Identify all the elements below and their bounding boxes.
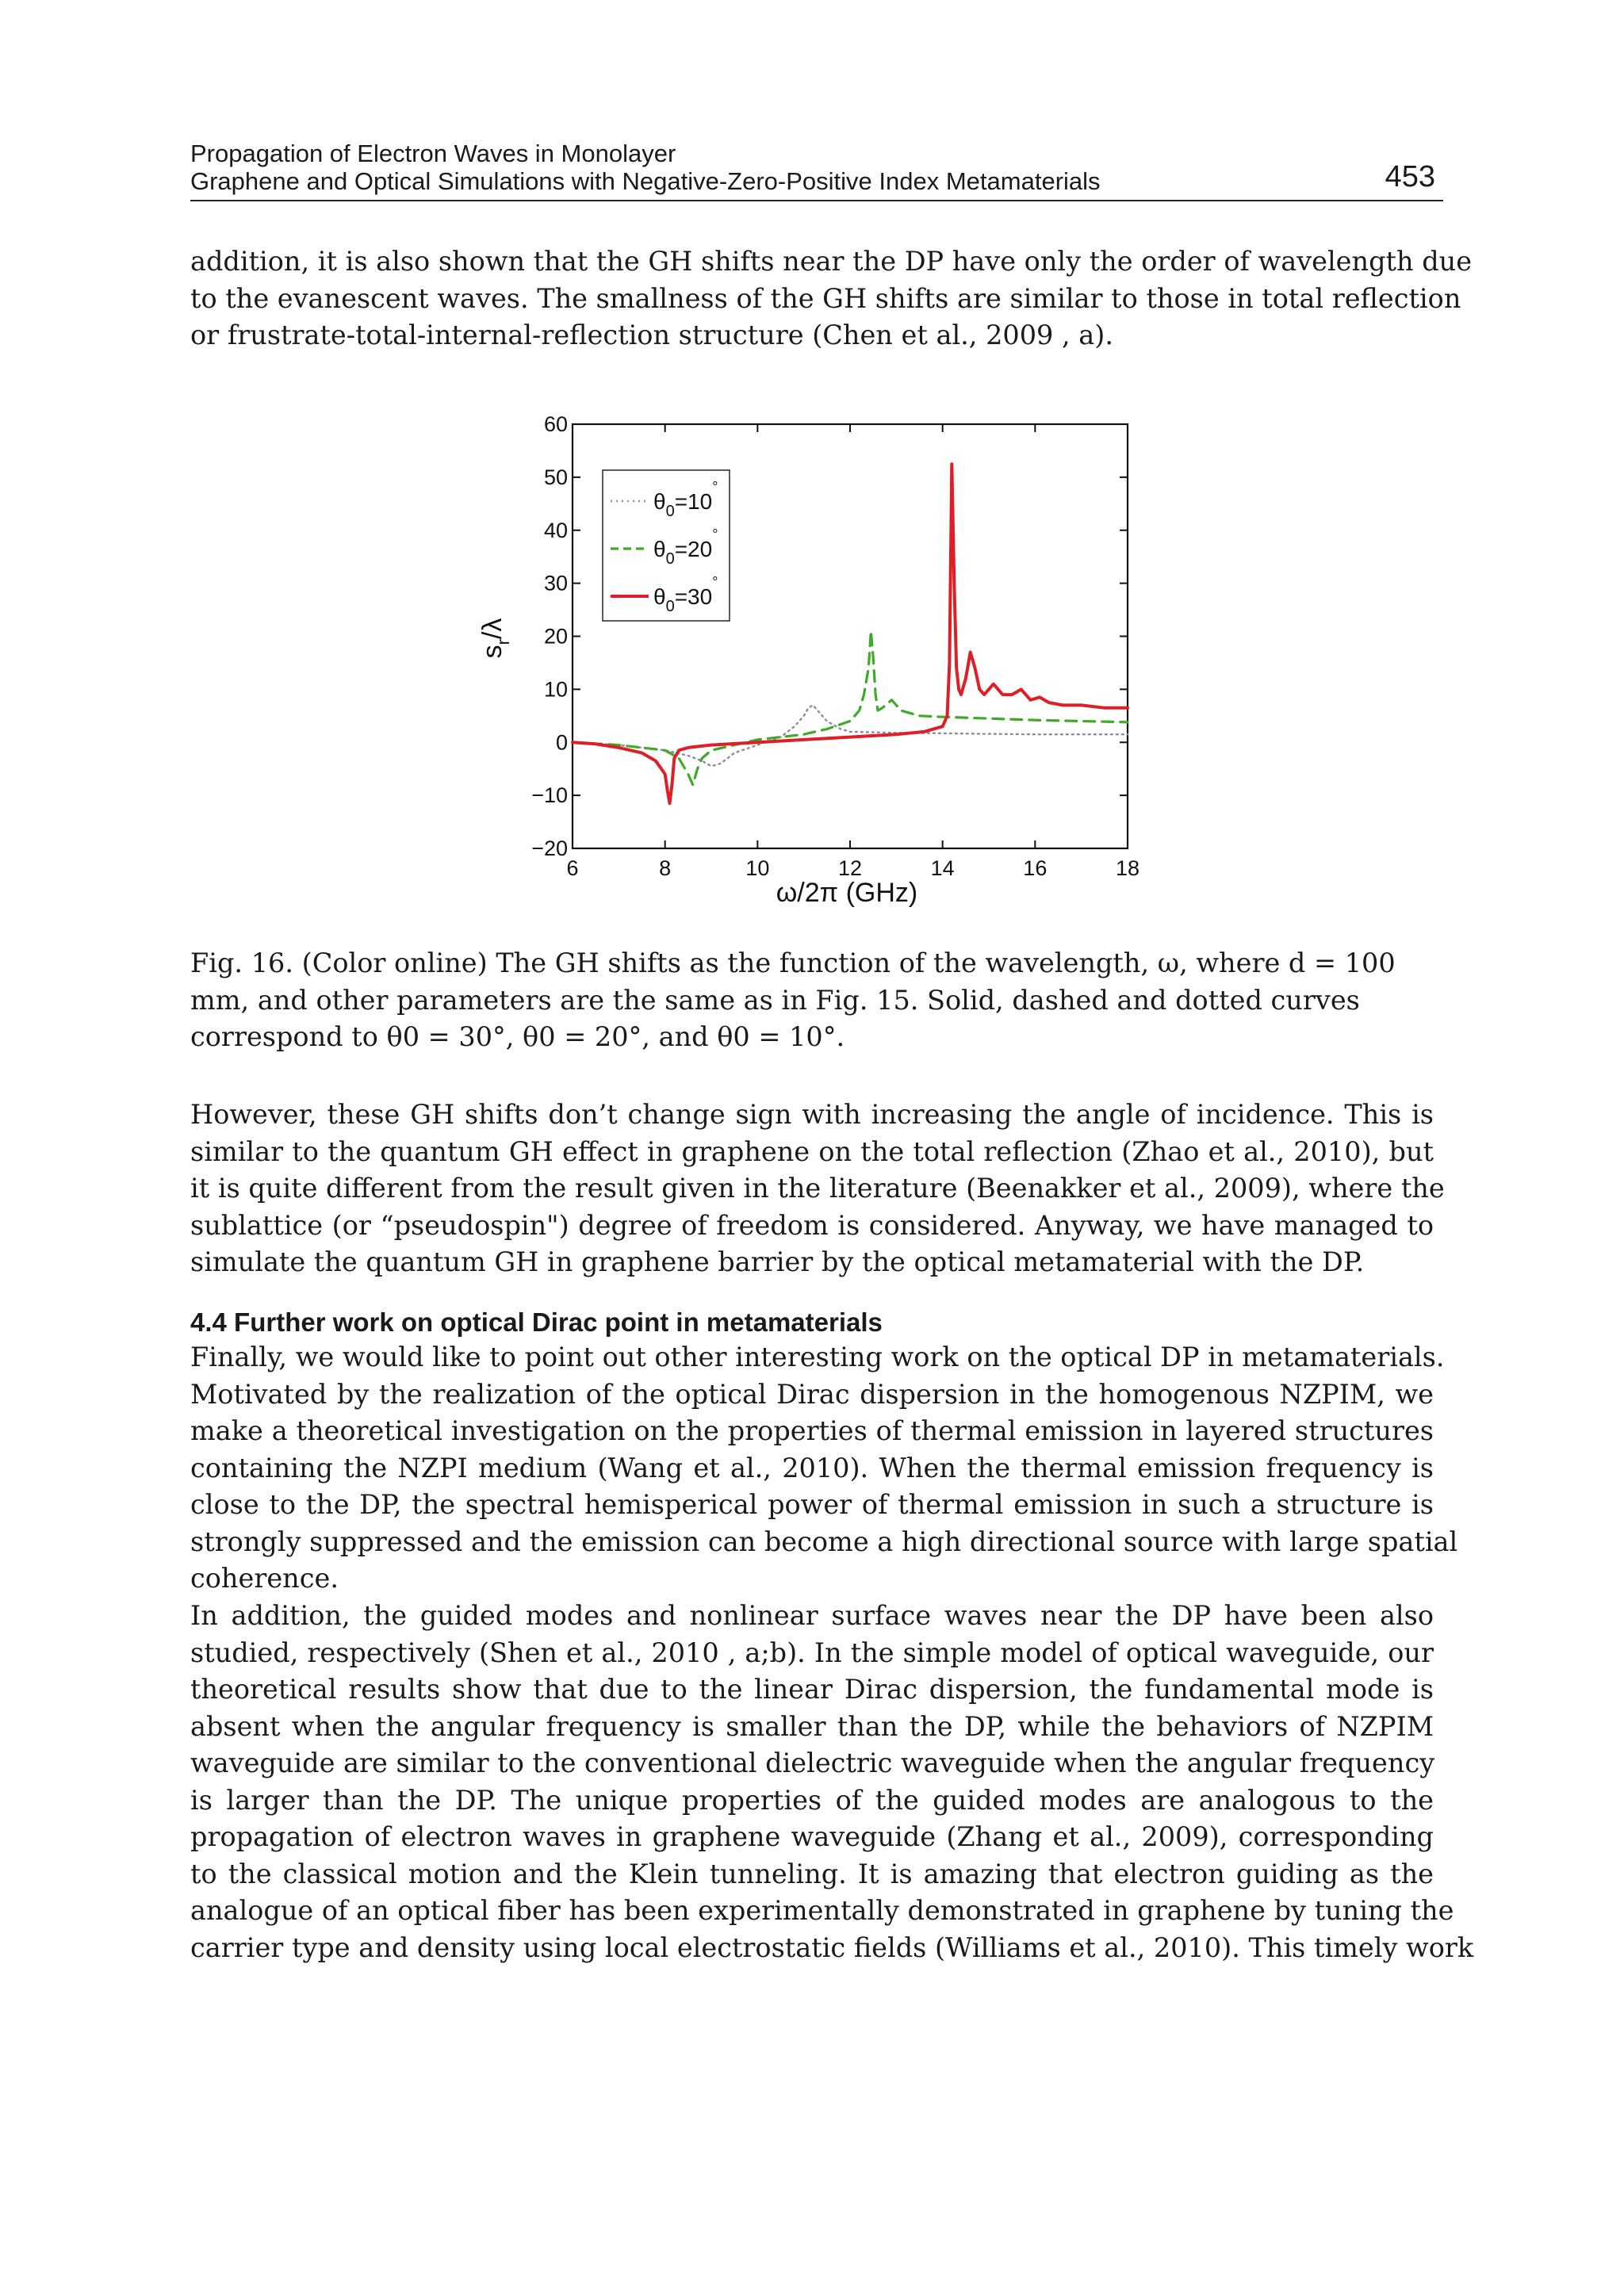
x-axis-label: ω/2π (GHz) — [776, 878, 918, 908]
text-line: to the evanescent waves. The smallness of the GH shifts are similar to those in total reflection — [190, 282, 1461, 314]
text-line: theoretical results show that due to the linear Dirac dispersion, the fundamental mode is — [190, 1674, 1434, 1705]
x-tick-label: 12 — [837, 856, 863, 880]
header-title-line1: Propagation of Electron Waves in Monolayer — [190, 140, 676, 167]
x-tick-label: 16 — [1023, 856, 1048, 880]
text-line: absent when the angular frequency is smaller than the DP, while the behaviors of NZPIM — [190, 1710, 1434, 1742]
text-line: it is quite different from the result given in the literature (Beenakker et al., 2009), where the — [190, 1173, 1445, 1204]
y-tick-label: 20 — [543, 624, 568, 649]
legend-label: $\theta_0=10^\circ$ — [653, 479, 718, 520]
x-tick-label: 14 — [930, 856, 955, 880]
text-line: addition, it is also shown that the GH shifts near the DP have only the order of wavelength due — [190, 246, 1473, 277]
y-tick-label: 10 — [543, 677, 568, 702]
y-tick-label: −20 — [531, 836, 568, 860]
figure-caption — [190, 945, 1434, 1056]
section-heading: 4.4 Further work on optical Dirac point in metamaterials — [190, 1307, 883, 1337]
paragraph-2 — [190, 1097, 1445, 1281]
text-line: simulate the quantum GH in graphene barrier by the optical metamaterial with the DP. — [190, 1246, 1365, 1277]
x-tick-label: 6 — [566, 856, 579, 880]
y-tick-label: 0 — [555, 730, 568, 755]
text-line: is larger than the DP. The unique properties of the guided modes are analogous to the — [190, 1784, 1434, 1816]
text-line: propagation of electron waves in graphene waveguide (Zhang et al., 2009), corresponding — [190, 1821, 1434, 1852]
text-line: close to the DP, the spectral hemisperical power of thermal emission in such a structure is — [190, 1489, 1434, 1520]
text-line: waveguide are similar to the conventional dielectric waveguide when the angular frequency — [190, 1748, 1435, 1778]
y-axis-label: $s_r/\lambda$ — [477, 618, 513, 659]
text-line: analogue of an optical fiber has been experimentally demonstrated in graphene by tuning the — [190, 1895, 1454, 1926]
x-tick-label: 8 — [659, 856, 672, 880]
header-title-line2: Graphene and Optical Simulations with Negative-Zero-Positive Index Metamaterials — [190, 167, 1101, 195]
text-line: or frustrate-total-internal-reflection structure (Chen et al., 2009 , a). — [190, 320, 1113, 350]
text-line: Finally, we would like to point out other interesting work on the optical DP in metamaterials. — [190, 1342, 1445, 1372]
chart-svg — [444, 400, 1158, 924]
text-line: However, these GH shifts don’t change sign with increasing the angle of incidence. This is — [190, 1099, 1434, 1130]
figure-gh-shift-chart — [444, 400, 1158, 924]
text-line: to the classical motion and the Klein tunneling. It is amazing that electron guiding as the — [190, 1858, 1434, 1889]
y-tick-label: 40 — [543, 518, 568, 542]
text-line: containing the NZPI medium (Wang et al., 2010). When the thermal emission frequency is — [190, 1452, 1434, 1483]
text-line: similar to the quantum GH effect in graphene on the total reflection (Zhao et al., 2010), but — [190, 1135, 1434, 1167]
text-line: carrier type and density using local electrostatic fields (Williams et al., 2010). This timely work — [190, 1931, 1474, 1963]
paragraph-3 — [190, 1339, 1458, 1598]
text-line: strongly suppressed and the emission can become a high directional source with large spatial — [190, 1525, 1458, 1557]
caption-line: Fig. 16. (Color online) The GH shifts as the function of the wavelength, ω, where d = 100 — [190, 947, 1396, 978]
running-header — [190, 140, 1443, 201]
y-tick-label: −10 — [531, 783, 568, 808]
y-tick-label: 60 — [543, 412, 568, 436]
paragraph-4 — [190, 1598, 1474, 1966]
caption-line: correspond to θ0 = 30°, θ0 = 20°, and θ0 = 10°. — [190, 1021, 845, 1052]
text-line: sublattice (or “pseudospin") degree of freedom is considered. Anyway, we have managed to — [190, 1209, 1434, 1241]
text-line: Motivated by the realization of the optical Dirac dispersion in the homogenous NZPIM, we — [190, 1378, 1434, 1410]
paragraph-1 — [190, 243, 1473, 354]
text-line: coherence. — [190, 1563, 339, 1594]
x-tick-label: 18 — [1115, 856, 1140, 880]
legend-label: $\theta_0=20^\circ$ — [653, 526, 718, 568]
text-line: make a theoretical investigation on the properties of thermal emission in layered structures — [190, 1415, 1434, 1446]
y-tick-label: 50 — [543, 465, 568, 489]
caption-line: mm, and other parameters are the same as in Fig. 15. Solid, dashed and dotted curves — [190, 984, 1360, 1016]
text-line: studied, respectively (Shen et al., 2010 , a;b). In the simple model of optical waveguide, our — [190, 1636, 1434, 1668]
text-line: In addition, the guided modes and nonlinear surface waves near the DP have been also — [190, 1600, 1434, 1631]
page-number: 453 — [1385, 160, 1435, 193]
x-tick-label: 10 — [745, 856, 770, 880]
y-tick-label: 30 — [543, 571, 568, 595]
legend — [603, 470, 730, 621]
legend-label: $\theta_0=30^\circ$ — [653, 574, 718, 615]
